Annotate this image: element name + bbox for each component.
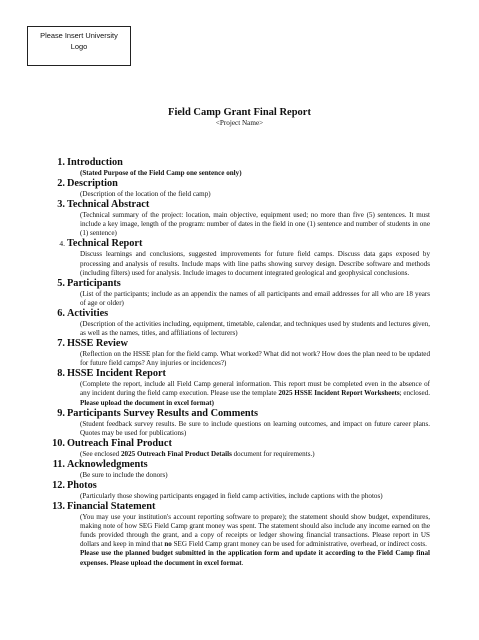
section-outreach-final-product (0, 438, 479, 459)
section-description: (Stated Purpose of the Field Camp one sentence only) (80, 169, 242, 177)
section-number: 8. (57, 368, 65, 380)
section-title: Technical Report (67, 238, 143, 250)
section-hsse-incident-report (0, 368, 479, 407)
section-description (80, 450, 430, 459)
project-name-placeholder: <Project Name> (215, 119, 264, 127)
section-title: Description (67, 178, 118, 190)
desc-text: . (241, 558, 244, 567)
section-technical-report (0, 238, 479, 277)
section-acknowledgments (0, 459, 479, 480)
section-number: 10. (52, 437, 65, 449)
section-number: 12. (52, 479, 65, 491)
section-description: (Be sure to include the donors) (80, 470, 168, 479)
section-description: (Student feedback survey results. Be sure to include questions on learning outcomes, and impact on future career plans. Quotes may be used for publications) (80, 419, 430, 437)
section-technical-abstract (0, 199, 479, 238)
section-title: Outreach Final Product (67, 437, 172, 449)
section-description: (Particularly those showing participants engaged in field camp activities, include captions with the photos) (80, 491, 383, 500)
section-number: 4. (59, 239, 65, 249)
section-number: 7. (57, 338, 65, 350)
section-number: 3. (57, 199, 65, 211)
desc-text: document for requirements.) (231, 449, 315, 458)
section-number: 11. (52, 458, 65, 470)
section-title: HSSE Incident Report (67, 368, 166, 380)
logo-placeholder-line1: Please Insert University (40, 31, 118, 40)
document-name: 2025 Outreach Final Product Details (120, 449, 232, 458)
section-number: 5. (57, 277, 65, 289)
section-number: 9. (57, 407, 65, 419)
section-number: 2. (57, 178, 65, 190)
section-number: 1. (57, 157, 65, 168)
section-hsse-review (0, 338, 479, 368)
section-description-block (0, 178, 479, 199)
desc-text: (Complete the report, include all Field Camp general information. This report must be completed even in the absence of any incident during the field camp execution. Please use the template (80, 380, 430, 398)
section-description: Discuss learnings and conclusions, suggested improvements for future field camps. Discuss data gaps exposed by processing and analysis of results. Include maps with line paths showing survey design. Describe software and methods (including filters) used for analysis. Include images to document integrated geological and geophysical conclusions. (80, 250, 430, 277)
desc-text: SEG Field Camp grant money can be used for administrative, overhead, or indirect costs. (171, 540, 427, 549)
section-number: 13. (52, 501, 65, 513)
section-financial-statement (0, 501, 479, 568)
report-sections (0, 157, 479, 568)
section-participants-survey (0, 408, 479, 438)
section-participants (0, 278, 479, 308)
section-title: Participants (67, 277, 121, 289)
section-photos (0, 480, 479, 501)
university-logo-placeholder (27, 26, 131, 66)
section-title: Photos (67, 479, 97, 491)
section-title: Acknowledgments (67, 458, 148, 470)
upload-instruction: Please upload the document in excel format) (80, 398, 214, 407)
section-description: (Technical summary of the project: location, main objective, equipment used; no more than five (5) sentences. It must include a key image, length of the program: number of dates in the field in one (1) sentence and number of students in one (1) sentence) (80, 211, 430, 238)
section-description: (Description of the activities including, equipment, timetable, calendar, and techniques used by students and lectures given, as well as the names, titles, and affiliations of lecturers) (80, 319, 430, 338)
section-description: (Description of the location of the field camp) (80, 190, 211, 199)
section-number: 6. (57, 307, 65, 319)
section-description (80, 380, 430, 407)
section-activities (0, 308, 479, 338)
logo-placeholder-line2: Logo (70, 42, 88, 51)
report-title: Field Camp Grant Final Report (168, 107, 311, 118)
desc-text: ; enclosed. (399, 389, 431, 398)
emphasis-no: no (164, 540, 172, 549)
section-description (80, 513, 430, 568)
desc-text: (See enclosed (80, 449, 121, 458)
section-title: Participants Survey Results and Comments (67, 407, 259, 419)
section-title: HSSE Review (67, 338, 128, 350)
section-description: (Reflection on the HSSE plan for the field camp. What worked? What did not work? How does the plan need to be updated for future field camps? Any injuries or incidences?) (80, 350, 430, 368)
section-title: Activities (67, 307, 109, 319)
template-name: 2025 HSSE Incident Report Worksheets (278, 389, 400, 398)
section-description: (List of the participants; include as an appendix the names of all participants and email addresses for all who are 18 years of age or older) (80, 289, 430, 307)
section-title: Financial Statement (67, 501, 156, 513)
desc-text: (You may use your institution's account reporting software to prepare); the statement should show budget, expenditures, making note of how SEG Field Camp grant money was spent. The statement should also include any income earned on the funds provided through the grant, and a copy of receipts or ledger showing financial transactions. Please report in US dollars and keep in mind that (80, 513, 430, 549)
section-introduction (0, 157, 479, 178)
section-title: Introduction (67, 157, 123, 168)
section-title: Technical Abstract (67, 199, 150, 211)
upload-instruction: Please use the planned budget submitted in the application form and update it according to the Field Camp final expenses. Please upload the document in excel format (80, 549, 430, 567)
